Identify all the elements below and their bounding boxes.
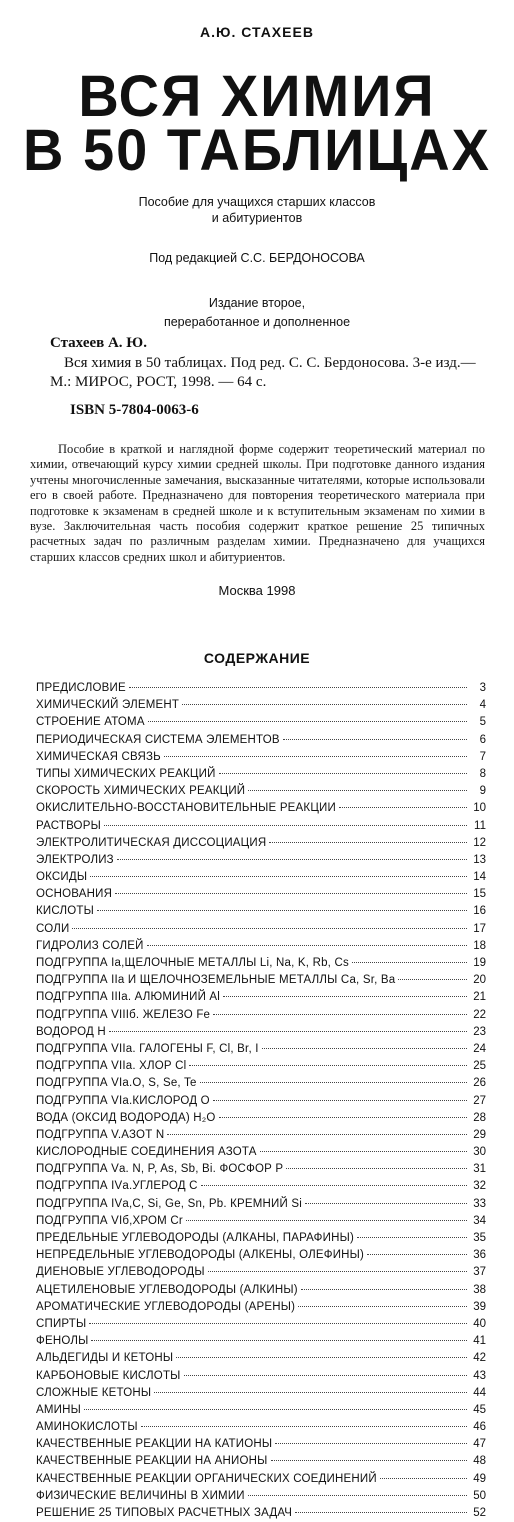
toc-entry-label: ПОДГРУППА VIIа. ГАЛОГЕНЫ F, Cl, Br, I: [36, 1042, 259, 1055]
toc-leader-dots: [275, 1443, 467, 1444]
toc-entry-label: ПОДГРУППА VIа.КИСЛОРОД O: [36, 1094, 210, 1107]
toc-entry-page: 22: [473, 1008, 486, 1021]
toc-entry-page: 16: [473, 905, 486, 918]
toc-entry-page: 14: [473, 871, 486, 884]
toc-entry-label: НЕПРЕДЕЛЬНЫЕ УГЛЕВОДОРОДЫ (АЛКЕНЫ, ОЛЕФИНЫ): [36, 1249, 365, 1262]
toc-entry: [36, 732, 486, 749]
toc-entry: [36, 972, 486, 989]
toc-entry: [36, 749, 486, 766]
toc-entry-page: 34: [473, 1214, 486, 1227]
toc-leader-dots: [117, 859, 467, 860]
toc-entry-page: 12: [473, 836, 486, 849]
table-of-contents: [36, 680, 486, 1522]
toc-entry-page: 23: [473, 1025, 486, 1038]
toc-entry-label: ПОДГРУППА Iа,ЩЕЛОЧНЫЕ МЕТАЛЛЫ Li, Na, K, Rb, Cs: [36, 957, 349, 969]
toc-entry: [36, 938, 486, 955]
toc-entry-page: 40: [473, 1317, 486, 1330]
toc-entry: [36, 714, 486, 731]
toc-leader-dots: [72, 928, 467, 929]
toc-entry-page: 31: [473, 1163, 486, 1176]
toc-entry-label: ОСНОВАНИЯ: [36, 888, 113, 901]
toc-entry-label: АМИНОКИСЛОТЫ: [36, 1421, 138, 1434]
toc-entry: [36, 800, 486, 817]
toc-entry-label: РАСТВОРЫ: [36, 819, 101, 832]
toc-leader-dots: [298, 1306, 467, 1307]
toc-entry: [36, 697, 486, 714]
toc-entry-label: ПОДГРУППА IIIа. АЛЮМИНИЙ Al: [36, 991, 221, 1004]
toc-entry-page: 33: [473, 1197, 486, 1210]
toc-leader-dots: [352, 962, 467, 963]
toc-entry: [36, 818, 486, 835]
toc-entry-page: 5: [479, 716, 486, 729]
toc-entry-label: КАЧЕСТВЕННЫЕ РЕАКЦИИ ОРГАНИЧЕСКИХ СОЕДИНЕНИЙ: [36, 1472, 377, 1485]
toc-entry-label: ХИМИЧЕСКИЙ ЭЛЕМЕНТ: [36, 699, 180, 712]
isbn: ISBN 5-7804-0063-6: [70, 402, 199, 418]
toc-entry-page: 8: [479, 767, 486, 780]
toc-entry: [36, 1161, 486, 1178]
toc-entry-label: ТИПЫ ХИМИЧЕСКИХ РЕАКЦИЙ: [36, 767, 216, 780]
toc-entry-page: 7: [479, 750, 486, 763]
toc-entry-page: 21: [473, 991, 486, 1004]
toc-entry-label: ПОДГРУППА VIIIб. ЖЕЛЕЗО Fe: [36, 1008, 211, 1021]
toc-leader-dots: [398, 979, 467, 980]
editor-line: Под редакцией С.С. БЕРДОНОСОВА: [149, 251, 365, 265]
toc-leader-dots: [301, 1289, 467, 1290]
book-title-line-2: В 50 ТАБЛИЦАХ: [22, 116, 492, 183]
subtitle-line-1: Пособие для учащихся старших классов: [138, 195, 376, 209]
toc-leader-dots: [176, 1357, 467, 1358]
toc-entry: [36, 1075, 486, 1092]
toc-leader-dots: [262, 1048, 467, 1049]
toc-leader-dots: [295, 1512, 467, 1513]
toc-leader-dots: [109, 1031, 467, 1032]
toc-entry-page: 18: [473, 939, 486, 952]
toc-entry-page: 19: [473, 957, 486, 969]
toc-leader-dots: [286, 1168, 467, 1169]
toc-entry: [36, 1299, 486, 1316]
toc-entry-page: 6: [479, 733, 486, 746]
toc-leader-dots: [182, 704, 467, 705]
page-divider: [0, 625, 514, 627]
toc-entry: [36, 989, 486, 1006]
toc-leader-dots: [164, 756, 467, 757]
edition-line-2: переработанное и дополненное: [163, 315, 351, 329]
toc-entry: [36, 1436, 486, 1453]
toc-entry-label: ПОДГРУППА IVа,C, Si, Ge, Sn, Pb. КРЕМНИЙ Si: [36, 1197, 302, 1210]
toc-entry: [36, 1213, 486, 1230]
toc-entry-page: 41: [473, 1335, 486, 1348]
author-name: А.Ю. СТАХЕЕВ: [200, 24, 314, 40]
toc-entry-page: 17: [473, 922, 486, 935]
toc-entry-label: КАЧЕСТВЕННЫЕ РЕАКЦИИ НА КАТИОНЫ: [36, 1438, 273, 1451]
toc-entry-label: СПИРТЫ: [36, 1317, 87, 1330]
toc-entry: [36, 1110, 486, 1127]
toc-leader-dots: [186, 1220, 467, 1221]
toc-entry: [36, 1093, 486, 1110]
toc-leader-dots: [147, 945, 467, 946]
toc-entry: [36, 1144, 486, 1161]
toc-entry: [36, 1419, 486, 1436]
toc-entry-label: КАРБОНОВЫЕ КИСЛОТЫ: [36, 1369, 181, 1382]
toc-leader-dots: [129, 687, 467, 688]
toc-leader-dots: [248, 1495, 467, 1496]
book-title-line-1: ВСЯ ХИМИЯ: [78, 62, 436, 129]
toc-entry-label: АЦЕТИЛЕНОВЫЕ УГЛЕВОДОРОДЫ (АЛКИНЫ): [36, 1283, 298, 1296]
toc-leader-dots: [213, 1014, 467, 1015]
toc-entry: [36, 955, 486, 972]
toc-entry-label: ЭЛЕКТРОЛИЗ: [36, 853, 114, 866]
toc-entry-label: ПРЕДЕЛЬНЫЕ УГЛЕВОДОРОДЫ (АЛКАНЫ, ПАРАФИНЫ): [36, 1232, 354, 1244]
toc-entry-page: 25: [473, 1060, 486, 1073]
toc-entry: [36, 1385, 486, 1402]
toc-leader-dots: [141, 1426, 467, 1427]
toc-entry-label: АМИНЫ: [36, 1403, 82, 1416]
toc-entry: [36, 1058, 486, 1075]
toc-entry-label: ПОДГРУППА VIIа. ХЛОР Cl: [36, 1060, 187, 1073]
toc-entry: [36, 1041, 486, 1058]
toc-entry: [36, 1333, 486, 1350]
toc-entry-label: ФИЗИЧЕСКИЕ ВЕЛИЧИНЫ В ХИМИИ: [36, 1489, 245, 1502]
toc-leader-dots: [223, 996, 467, 997]
toc-leader-dots: [283, 739, 467, 740]
toc-entry: [36, 1282, 486, 1299]
toc-entry-label: ОКИСЛИТЕЛЬНО-ВОССТАНОВИТЕЛЬНЫЕ РЕАКЦИИ: [36, 802, 336, 815]
toc-entry-label: ПРЕДИСЛОВИЕ: [36, 682, 126, 694]
toc-entry-label: ГИДРОЛИЗ СОЛЕЙ: [36, 939, 144, 952]
toc-entry-label: СОЛИ: [36, 922, 70, 935]
toc-leader-dots: [89, 1323, 467, 1324]
toc-leader-dots: [219, 773, 467, 774]
toc-leader-dots: [104, 825, 467, 826]
toc-entry-page: 9: [479, 785, 486, 798]
toc-entry-page: 35: [473, 1232, 486, 1244]
toc-entry-label: КАЧЕСТВЕННЫЕ РЕАКЦИИ НА АНИОНЫ: [36, 1455, 268, 1468]
toc-leader-dots: [91, 1340, 467, 1341]
toc-leader-dots: [189, 1065, 467, 1066]
toc-entry-page: 45: [473, 1403, 486, 1416]
toc-leader-dots: [115, 893, 467, 894]
toc-entry-page: 3: [479, 682, 486, 694]
toc-entry-page: 24: [473, 1042, 486, 1055]
toc-leader-dots: [90, 876, 467, 877]
toc-entry-label: СТРОЕНИЕ АТОМА: [36, 716, 145, 729]
toc-leader-dots: [154, 1392, 467, 1393]
toc-entry-page: 4: [479, 699, 486, 712]
toc-entry: [36, 1024, 486, 1041]
toc-entry-label: ХИМИЧЕСКАЯ СВЯЗЬ: [36, 750, 161, 763]
toc-entry-label: ПЕРИОДИЧЕСКАЯ СИСТЕМА ЭЛЕМЕНТОВ: [36, 733, 280, 746]
toc-leader-dots: [184, 1375, 467, 1376]
toc-entry-page: 49: [473, 1472, 486, 1485]
toc-leader-dots: [339, 807, 467, 808]
toc-entry-page: 20: [473, 974, 486, 987]
toc-entry-page: 28: [473, 1111, 486, 1124]
toc-leader-dots: [97, 910, 467, 911]
toc-entry: [36, 835, 486, 852]
toc-leader-dots: [208, 1271, 467, 1272]
toc-leader-dots: [248, 790, 467, 791]
toc-entry-page: 29: [473, 1128, 486, 1141]
biblio-author: Стахеев А. Ю.: [50, 335, 147, 351]
toc-entry-page: 38: [473, 1283, 486, 1296]
toc-entry-label: ЭЛЕКТРОЛИТИЧЕСКАЯ ДИССОЦИАЦИЯ: [36, 836, 267, 849]
toc-leader-dots: [84, 1409, 467, 1410]
toc-entry: [36, 869, 486, 886]
toc-leader-dots: [271, 1460, 467, 1461]
toc-entry-page: 46: [473, 1421, 486, 1434]
toc-entry-page: 39: [473, 1300, 486, 1313]
annotation-paragraph: Пособие в краткой и наглядной форме содержит теоретический материал по химии, отвечающий курсу химии средней школы. При подготовке данного издания учтены многочисленные замечания, высказанные читателями, которые использовали его в своей работе. Предназначено для повторения теоретического материала при подготовке к экзаменам в средней школе и к вступительным экзаменам по химии в вузе. Заключительная часть пособия содержит краткое решение 25 типичных расчетных задач по различным разделам химии. Предназначено для учащихся старших классов средних школ и абитуриентов.: [30, 442, 485, 564]
toc-entry: [36, 1471, 486, 1488]
toc-entry-label: АРОМАТИЧЕСКИЕ УГЛЕВОДОРОДЫ (АРЕНЫ): [36, 1300, 296, 1313]
toc-entry: [36, 1178, 486, 1195]
toc-entry-page: 48: [473, 1455, 486, 1468]
toc-entry: [36, 1368, 486, 1385]
toc-entry-label: ПОДГРУППА VIа.O, S, Se, Te: [36, 1077, 197, 1090]
toc-entry: [36, 1453, 486, 1470]
toc-entry-label: ПОДГРУППА IIа И ЩЕЛОЧНОЗЕМЕЛЬНЫЕ МЕТАЛЛЫ Ca, Sr, Ba: [36, 974, 396, 987]
toc-leader-dots: [167, 1134, 467, 1135]
city-year: Москва 1998: [218, 583, 296, 598]
toc-entry: [36, 1127, 486, 1144]
toc-entry: [36, 903, 486, 920]
toc-entry: [36, 921, 486, 938]
toc-leader-dots: [201, 1185, 467, 1186]
toc-entry-page: 42: [473, 1352, 486, 1365]
toc-entry: [36, 766, 486, 783]
toc-entry-label: КИСЛОРОДНЫЕ СОЕДИНЕНИЯ АЗОТА: [36, 1146, 257, 1159]
toc-entry-page: 32: [473, 1180, 486, 1193]
toc-entry-label: ОКСИДЫ: [36, 871, 88, 884]
toc-entry-page: 13: [473, 853, 486, 866]
toc-entry-page: 44: [473, 1386, 486, 1399]
toc-entry-page: 43: [473, 1369, 486, 1382]
toc-entry: [36, 1230, 486, 1247]
toc-entry-page: 27: [473, 1094, 486, 1107]
toc-leader-dots: [367, 1254, 467, 1255]
toc-entry-label: ФЕНОЛЫ: [36, 1335, 89, 1348]
toc-leader-dots: [357, 1237, 467, 1238]
toc-entry-label: ПОДГРУППА IVа.УГЛЕРОД С: [36, 1180, 198, 1193]
toc-entry-label: АЛЬДЕГИДЫ И КЕТОНЫ: [36, 1352, 174, 1365]
toc-entry-label: ДИЕНОВЫЕ УГЛЕВОДОРОДЫ: [36, 1266, 205, 1279]
toc-entry: [36, 1350, 486, 1367]
toc-entry: [36, 1316, 486, 1333]
toc-entry-page: 11: [474, 819, 486, 832]
toc-entry-label: КИСЛОТЫ: [36, 905, 94, 918]
toc-entry-label: СЛОЖНЫЕ КЕТОНЫ: [36, 1386, 152, 1399]
toc-leader-dots: [305, 1203, 467, 1204]
toc-entry-page: 30: [473, 1146, 486, 1159]
toc-leader-dots: [148, 721, 467, 722]
toc-entry-page: 37: [473, 1266, 486, 1279]
toc-entry-page: 36: [473, 1249, 486, 1262]
edition-line-1: Издание второе,: [208, 296, 306, 310]
toc-entry-page: 15: [473, 888, 486, 901]
toc-leader-dots: [380, 1478, 467, 1479]
toc-leader-dots: [269, 842, 467, 843]
toc-entry-page: 26: [473, 1077, 486, 1090]
toc-heading: СОДЕРЖАНИЕ: [203, 650, 311, 666]
toc-entry: [36, 783, 486, 800]
toc-entry: [36, 886, 486, 903]
toc-entry-label: ПОДГРУППА Vа. N, P, As, Sb, Bi. ФОСФОР Р: [36, 1163, 284, 1176]
toc-entry-label: ВОДА (ОКСИД ВОДОРОДА) H₂O: [36, 1111, 216, 1124]
toc-leader-dots: [219, 1117, 467, 1118]
toc-entry-label: РЕШЕНИЕ 25 ТИПОВЫХ РАСЧЕТНЫХ ЗАДАЧ: [36, 1507, 293, 1519]
toc-entry-page: 10: [473, 802, 486, 815]
toc-entry: [36, 1247, 486, 1264]
toc-entry-page: 52: [473, 1507, 486, 1519]
toc-leader-dots: [260, 1151, 467, 1152]
toc-entry: [36, 1488, 486, 1505]
toc-entry: [36, 1402, 486, 1419]
toc-entry: [36, 1264, 486, 1281]
toc-entry: [36, 1505, 486, 1522]
toc-entry-label: ПОДГРУППА V.АЗОТ N: [36, 1128, 165, 1141]
subtitle-line-2: и абитуриентов: [211, 211, 303, 225]
toc-entry-label: ПОДГРУППА VIб,ХРОМ Cr: [36, 1214, 183, 1227]
toc-entry: [36, 852, 486, 869]
toc-entry: [36, 1007, 486, 1024]
toc-entry: [36, 1196, 486, 1213]
toc-leader-dots: [200, 1082, 467, 1083]
toc-entry: [36, 680, 486, 697]
biblio-line-2: М.: МИРОС, РОСТ, 1998. — 64 с.: [50, 374, 267, 390]
toc-entry-label: СКОРОСТЬ ХИМИЧЕСКИХ РЕАКЦИЙ: [36, 785, 246, 798]
toc-entry-label: ВОДОРОД Н: [36, 1025, 106, 1038]
toc-entry-page: 50: [473, 1489, 486, 1502]
toc-leader-dots: [213, 1100, 467, 1101]
biblio-line-1: Вся химия в 50 таблицах. Под ред. С. С. Бердоносова. 3-е изд.—: [64, 355, 476, 371]
toc-entry-page: 47: [473, 1438, 486, 1451]
